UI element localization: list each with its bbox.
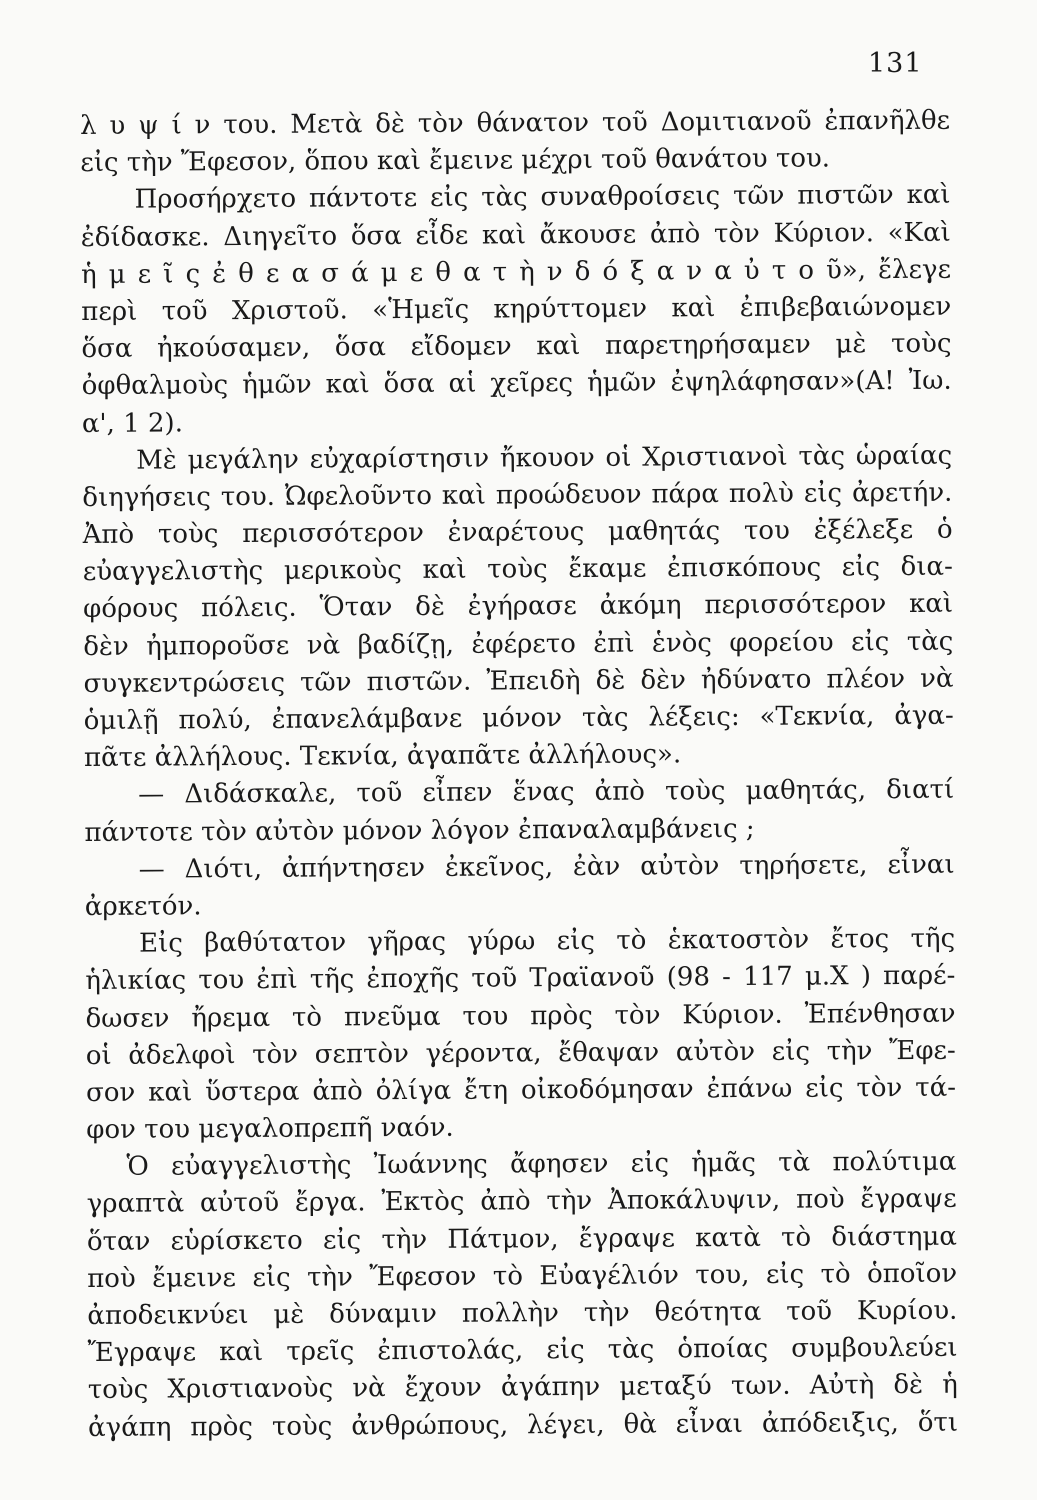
text-line: διηγήσεις του. Ὠφελοῦντο καὶ προώδευον πάρα πολὺ εἰς ἀρετήν. <box>82 477 953 513</box>
text-line: πάντοτε τὸν αὐτὸν μόνον λόγον ἐπαναλαμβάνεις ; <box>84 813 755 848</box>
text-line: πᾶτε ἀλλήλους. Τεκνία, ἀγαπᾶτε ἀλλήλους». <box>83 739 682 774</box>
text-line: περὶ τοῦ Χριστοῦ. «Ἡμεῖς κηρύττομεν καὶ ἐπιβεβαιώνομεν <box>81 291 952 327</box>
text-line: Ἔγραψε καὶ τρεῖς ἐπιστολάς, εἰς τὰς ὁποίας συμβουλεύει <box>87 1332 958 1369</box>
text-line: ἡλικίας του ἐπὶ τῆς ἐποχῆς τοῦ Τραϊανοῦ (98 - 117 μ.Χ ) παρέ- <box>85 960 956 997</box>
text-line: ὅταν εὑρίσκετο εἰς τὴν Πάτμον, ἔγραψε κατὰ τὸ διάστημα <box>86 1221 958 1257</box>
text-line: ἀγάπη πρὸς τοὺς ἀνθρώπους, λέγει, θὰ εἶναι ἀπόδειξις, ὅτι <box>87 1407 959 1443</box>
text-line: τοὺς Χριστιανοὺς νὰ ἔχουν ἀγάπην μεταξύ των. Αὐτὴ δὲ ἡ <box>87 1370 958 1406</box>
body-text <box>80 103 958 1447</box>
text-line: — Διότι, ἀπήντησεν ἐκεῖνος, ἐὰν αὐτὸν τηρήσετε, εἶναι <box>138 849 955 885</box>
text-line: Προσήρχετο πάντοτε εἰς τὰς συναθροίσεις τῶν πιστῶν καὶ <box>134 180 951 216</box>
text-line: ἀποδεικνύει μὲ δύναμιν πολλὴν τὴν θεότητα τοῦ Κυρίου. <box>87 1295 958 1331</box>
text-line: Μὲ μεγάλην εὐχαρίστησιν ἤκουον οἱ Χριστιανοὶ τὰς ὡραίας <box>136 440 953 476</box>
text-line: Ὁ εὐαγγελιστὴς Ἰωάννης ἄφησεν εἰς ἡμᾶς τὰ πολύτιμα <box>126 1146 957 1182</box>
text-line: Εἰς βαθύτατον γῆρας γύρω εἰς τὸ ἑκατοστὸν ἔτος τῆς <box>139 923 956 959</box>
text-line: Ἀπὸ τοὺς περισσότερον ἐναρέτους μαθητάς του ἐξέλεξε ὁ <box>82 514 953 551</box>
text-line: φόρους πόλεις. Ὅταν δὲ ἐγήρασε ἀκόμη περισσότερον καὶ <box>82 589 954 625</box>
text-line: εὐαγγελιστὴς μερικοὺς καὶ τοὺς ἔκαμε ἐπισκόπους εἰς δια- <box>82 551 953 588</box>
text-line: δὲν ἠμποροῦσε νὰ βαδίζῃ, ἐφέρετο ἐπὶ ἑνὸς φορείου εἰς τὰς <box>83 626 954 662</box>
text-line: ἡ μ ε ῖ ς ἐ θ ε α σ ά μ ε θ α τ ὴ ν δ ό ξ α ν α ὐ τ ο ῦ», ἔλεγε <box>80 254 952 290</box>
text-line: οἱ ἀδελφοὶ τὸν σεπτὸν γέροντα, ἔθαψαν αὐτὸν εἰς τὴν Ἔφε- <box>85 1035 956 1071</box>
text-line: ἐδίδασκε. Διηγεῖτο ὅσα εἶδε καὶ ἄκουσε ἀπὸ τὸν Κύριον. «Καὶ <box>80 217 951 253</box>
text-line: ὀφθαλμοὺς ἡμῶν καὶ ὅσα αἱ χεῖρες ἡμῶν ἐψηλάφησαν»(Α! Ἰω. <box>81 365 952 402</box>
text-line: συγκεντρώσεις τῶν πιστῶν. Ἐπειδὴ δὲ δὲν ἠδύνατο πλέον νὰ <box>83 663 954 699</box>
text-line: φον του μεγαλοπρεπῆ ναόν. <box>86 1112 454 1146</box>
text-line: δωσεν ἤρεμα τὸ πνεῦμα του πρὸς τὸν Κύριον. Ἐπένθησαν <box>85 998 956 1034</box>
text-line: ὅσα ἠκούσαμεν, ὅσα εἴδομεν καὶ παρετηρήσαμεν μὲ τοὺς <box>81 328 952 365</box>
text-line: ἀρκετόν. <box>84 891 202 922</box>
text-line: εἰς τὴν Ἔφεσον, ὅπου καὶ ἔμεινε μέχρι τοῦ θανάτου του. <box>80 143 831 179</box>
text-line: ὁμιλῇ πολύ, ἐπανελάμβανε μόνον τὰς λέξεις: «Τεκνία, ἀγα- <box>83 700 954 736</box>
text-line: — Διδάσκαλε, τοῦ εἶπεν ἕνας ἀπὸ τοὺς μαθητάς, διατί <box>138 775 955 811</box>
text-line: α', 1 2). <box>81 407 184 439</box>
page-number: 131 <box>868 48 923 79</box>
text-line: σον καὶ ὕστερα ἀπὸ ὀλίγα ἔτη οἰκοδόμησαν ἐπάνω εἰς τὸν τά- <box>85 1072 957 1108</box>
text-line: ποὺ ἔμεινε εἰς τὴν Ἔφεσον τὸ Εὐαγέλιόν του, εἰς τὸ ὁποῖον <box>87 1258 958 1294</box>
text-line: λ υ ψ ί ν του. Μετὰ δὲ τὸν θάνατον τοῦ Δομιτιανοῦ ἐπανῆλθε <box>80 105 951 141</box>
text-line: γραπτὰ αὐτοῦ ἔργα. Ἐκτὸς ἀπὸ τὴν Ἀποκάλυψιν, ποὺ ἔγραψε <box>86 1184 957 1220</box>
